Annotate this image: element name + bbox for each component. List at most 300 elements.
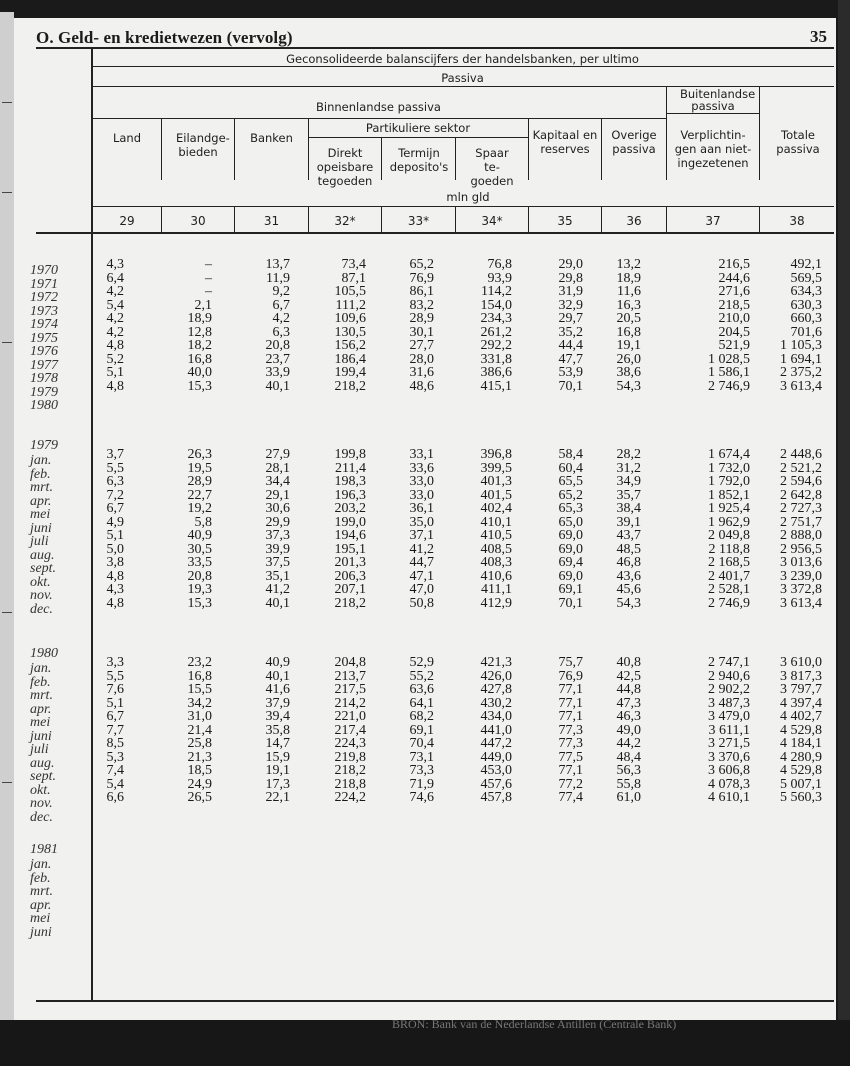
table-cell: 23,7 (265, 351, 290, 367)
table-cell: 154,0 (480, 297, 512, 313)
table-cell: 5 560,3 (780, 790, 822, 805)
table-cell: 2 746,9 (708, 595, 750, 611)
table-cell: 3 817,3 (780, 668, 822, 684)
table-cell: 4,9 (106, 514, 124, 530)
table-cell: 399,5 (480, 460, 512, 476)
table-cell: 201,3 (334, 555, 366, 570)
table-cell: 4,2 (106, 284, 124, 299)
table-cell: 415,1 (480, 378, 512, 394)
table-cell: 434,0 (480, 709, 512, 724)
page-right-edge (838, 0, 850, 1066)
table-cell: 5,2 (106, 351, 124, 367)
table-cell: 441,0 (480, 722, 512, 738)
table-cell: 37,3 (265, 528, 290, 543)
table-cell: 2 521,2 (780, 460, 822, 476)
table-cell: 69,0 (558, 541, 583, 557)
table-cell: 77,1 (558, 709, 583, 724)
table-cell: 27,9 (265, 447, 290, 462)
table-cell: 35,8 (265, 722, 290, 738)
table-cell: 40,0 (187, 365, 212, 380)
row-label: juli (30, 742, 49, 757)
table-cell: 4 397,4 (780, 695, 822, 711)
table-cell: 70,1 (558, 595, 583, 611)
table-cell: 4,8 (106, 338, 124, 353)
table-cell: 77,1 (558, 682, 583, 697)
table-cell: 5,0 (106, 541, 124, 557)
table-cell: 3 372,8 (780, 582, 822, 597)
table-cell: 53,9 (558, 365, 583, 380)
table-cell: 43,6 (616, 568, 641, 584)
col-divider (455, 137, 456, 180)
table-cell: 30,6 (265, 501, 290, 516)
colnum-36: 36 (626, 214, 642, 228)
table-cell: 5,1 (106, 528, 124, 543)
table-cell: 77,1 (558, 695, 583, 711)
table-cell: 37,5 (265, 555, 290, 570)
table-cell: 49,0 (616, 722, 641, 738)
table-cell: 261,2 (480, 324, 512, 340)
colhead-verplichtingen: Verplichtin- gen aan niet- ingezetenen (674, 128, 752, 170)
rule-under-buitenlandse (666, 113, 759, 114)
table-cell: 22,1 (265, 790, 290, 805)
table-cell: 16,3 (616, 297, 641, 313)
row-label: 1977 (30, 357, 58, 373)
table-cell: 65,2 (409, 257, 434, 272)
table-cell: 216,5 (718, 257, 750, 272)
table-cell: 4 529,8 (780, 763, 822, 778)
table-cell: – (205, 270, 212, 286)
table-cell: 31,9 (558, 284, 583, 299)
table-cell: 70,4 (409, 736, 434, 751)
table-cell: 44,2 (616, 736, 641, 751)
table-cell: 218,2 (334, 763, 366, 778)
table-cell: 2 168,5 (708, 555, 750, 570)
table-cell: 21,3 (187, 749, 212, 765)
table-cell: 87,1 (341, 270, 366, 286)
table-cell: 77,3 (558, 736, 583, 751)
table-cell: 6,7 (272, 297, 290, 313)
table-cell: 35,7 (616, 487, 641, 503)
table-cell: 4,3 (106, 582, 124, 597)
spine-mark (2, 342, 12, 343)
table-cell: 37,9 (265, 695, 290, 711)
table-cell: 16,8 (187, 668, 212, 684)
row-label: 1979 (30, 384, 58, 400)
table-cell: 1 732,0 (708, 460, 750, 476)
table-cell: 199,8 (334, 447, 366, 462)
table-cell: 29,8 (558, 270, 583, 286)
table-cell: 44,7 (409, 555, 434, 570)
table-cell: 69,1 (409, 722, 434, 738)
colhead-totale-passiva: Totale passiva (776, 128, 820, 156)
table-cell: 217,5 (334, 682, 366, 697)
table-cell: 73,3 (409, 763, 434, 778)
table-cell: 218,5 (718, 297, 750, 313)
table-cell: 28,0 (409, 351, 434, 367)
table-cell: 77,5 (558, 749, 583, 765)
table-cell: 33,9 (265, 365, 290, 380)
colnum-29: 29 (119, 214, 135, 228)
table-cell: 2 747,1 (708, 655, 750, 670)
row-label: mei (30, 507, 51, 522)
table-cell: 396,8 (480, 447, 512, 462)
table-cell: 2 049,8 (708, 528, 750, 543)
table-cell: 13,7 (265, 257, 290, 272)
table-cell: 19,3 (187, 582, 212, 597)
table-cell: 5,8 (194, 514, 212, 530)
table-cell: 20,8 (187, 568, 212, 584)
table-cell: 30,5 (187, 541, 212, 557)
table-cell: 3,8 (106, 555, 124, 570)
header-binnenlandse-passiva: Binnenlandse passiva (316, 100, 441, 114)
table-cell: 6,3 (106, 474, 124, 489)
table-cell: 408,5 (480, 541, 512, 557)
rule-above-colnums (91, 206, 834, 207)
table-cell: 11,9 (266, 270, 290, 286)
table-cell: 6,6 (106, 790, 124, 805)
table-cell: 2 956,5 (780, 541, 822, 557)
table-cell: 20,5 (616, 311, 641, 326)
table-cell: 28,9 (187, 474, 212, 489)
table-cell: 213,7 (334, 668, 366, 684)
table-cell: 9,2 (272, 284, 290, 299)
table-cell: 3 487,3 (708, 695, 750, 711)
table-cell: 56,3 (616, 763, 641, 778)
col-divider (234, 118, 235, 180)
table-cell: 17,3 (265, 776, 290, 792)
row-label: okt. (30, 782, 51, 798)
table-cell: 218,8 (334, 776, 366, 792)
row-label: jan. (30, 453, 52, 468)
col-divider (381, 137, 382, 180)
table-cell: 31,0 (187, 709, 212, 724)
table-cell: 40,1 (265, 668, 290, 684)
col-divider (666, 86, 667, 180)
table-cell: 214,2 (334, 695, 366, 711)
table-cell: – (205, 284, 212, 299)
table-cell: 65,3 (558, 501, 583, 516)
table-cell: 156,2 (334, 338, 366, 353)
table-cell: 77,4 (558, 790, 583, 805)
table-cell: 221,0 (334, 709, 366, 724)
table-cell: 29,0 (558, 257, 583, 272)
table-cell: 86,1 (409, 284, 434, 299)
table-cell: 50,8 (409, 595, 434, 611)
table-cell: 1 852,1 (708, 487, 750, 503)
table-cell: 204,8 (334, 655, 366, 670)
row-label: 1972 (30, 290, 58, 305)
table-cell: 219,8 (334, 749, 366, 765)
colnum-35: 35 (557, 214, 573, 228)
row-label: mrt. (30, 480, 53, 495)
colnum-34: 34* (481, 214, 503, 228)
colhead-spaartegoeden: Spaar te- goeden (470, 146, 514, 188)
table-cell: 453,0 (480, 763, 512, 778)
table-cell: 34,9 (616, 474, 641, 489)
table-cell: 1 792,0 (708, 474, 750, 489)
table-cell: 68,2 (409, 709, 434, 724)
table-cell: 224,3 (334, 736, 366, 751)
rule-under-binnenlandse (91, 118, 666, 119)
table-cell: 35,1 (265, 568, 290, 584)
table-cell: 199,0 (334, 514, 366, 530)
table-cell: 457,6 (480, 776, 512, 792)
table-cell: 74,6 (409, 790, 434, 805)
table-cell: 77,2 (558, 776, 583, 792)
table-cell: 3 239,0 (780, 568, 822, 584)
table-cell: 19,2 (187, 501, 212, 516)
table-cell: 427,8 (480, 682, 512, 697)
table-cell: 30,1 (409, 324, 434, 340)
table-cell: 42,5 (616, 668, 641, 684)
table-cell: 43,7 (616, 528, 641, 543)
table-cell: 76,9 (558, 668, 583, 684)
row-label: nov. (30, 588, 53, 603)
table-cell: 634,3 (790, 284, 822, 299)
table-cell: 35,0 (409, 514, 434, 530)
table-cell: 12,8 (187, 324, 212, 340)
table-cell: 5,1 (106, 695, 124, 711)
row-label: aug. (30, 547, 55, 563)
row-label: sept. (30, 769, 57, 784)
table-cell: 244,6 (718, 270, 750, 286)
row-label: feb. (30, 870, 51, 886)
table-cell: 31,6 (409, 365, 434, 380)
table-cell: 4,8 (106, 595, 124, 611)
table-cell: 19,1 (616, 338, 641, 353)
table-cell: 218,2 (334, 595, 366, 611)
table-cell: 44,8 (616, 682, 641, 697)
table-cell: 24,9 (187, 776, 212, 792)
table-cell: 3 370,6 (708, 749, 750, 765)
table-cell: 199,4 (334, 365, 366, 380)
block-heading: 1981 (30, 841, 58, 857)
table-cell: 47,1 (409, 568, 434, 584)
table-cell: 40,8 (616, 655, 641, 670)
table-cell: 26,3 (187, 447, 212, 462)
table-cell: 33,0 (409, 487, 434, 503)
table-cell: 48,5 (616, 541, 641, 557)
page-number: 35 (810, 27, 827, 46)
table-cell: 114,2 (481, 284, 512, 299)
table-cell: 46,8 (616, 555, 641, 570)
table-cell: 457,8 (480, 790, 512, 805)
table-cell: 48,6 (409, 378, 434, 394)
table-cell: 7,6 (106, 682, 124, 697)
table-cell: 421,3 (480, 655, 512, 670)
table-cell: 33,0 (409, 474, 434, 489)
table-cell: 77,3 (558, 722, 583, 738)
table-cell: 1 925,4 (708, 501, 750, 516)
table-cell: 1 105,3 (780, 338, 822, 353)
table-cell: 38,4 (616, 501, 641, 516)
table-cell: 47,3 (616, 695, 641, 711)
table-cell: 410,5 (480, 528, 512, 543)
table-cell: 64,1 (409, 695, 434, 711)
title-rule (36, 47, 834, 49)
table-cell: 4,2 (272, 311, 290, 326)
table-cell: 3 797,7 (780, 682, 822, 697)
table-cell: 4,8 (106, 378, 124, 394)
table-cell: 1 028,5 (708, 351, 750, 367)
row-label: 1980 (30, 398, 58, 413)
row-label: mrt. (30, 688, 53, 703)
table-cell: 40,1 (265, 378, 290, 394)
table-cell: 5,1 (106, 365, 124, 380)
header-passiva: Passiva (441, 71, 484, 85)
spine-mark (2, 192, 12, 193)
table-cell: 4 402,7 (780, 709, 822, 724)
table-cell: 3 610,0 (780, 655, 822, 670)
row-label: apr. (30, 701, 52, 717)
table-cell: 196,3 (334, 487, 366, 503)
colhead-banken: Banken (250, 131, 293, 145)
table-cell: 2 751,7 (780, 514, 822, 530)
rule-under-partikuliere (308, 137, 528, 138)
table-cell: 61,0 (616, 790, 641, 805)
table-cell: 4,2 (106, 324, 124, 340)
table-cell: 1 674,4 (708, 447, 750, 462)
table-cell: 33,5 (187, 555, 212, 570)
table-cell: 130,5 (334, 324, 366, 340)
table-cell: 8,5 (106, 736, 124, 751)
table-cell: 5 007,1 (780, 776, 822, 792)
table-cell: 4 184,1 (780, 736, 822, 751)
unit-label: mln gld (446, 190, 490, 204)
row-label: apr. (30, 493, 52, 509)
table-cell: 44,4 (558, 338, 583, 353)
table-cell: 23,2 (187, 655, 212, 670)
table-title: Geconsolideerde balanscijfers der handelsbanken, per ultimo (286, 52, 639, 66)
table-cell: 41,2 (265, 582, 290, 597)
row-label: 1974 (30, 317, 58, 332)
table-cell: 34,2 (187, 695, 212, 711)
spine-mark (2, 782, 12, 783)
table-cell: 29,9 (265, 514, 290, 530)
table-cell: 54,3 (616, 378, 641, 394)
header-partikuliere-sektor: Partikuliere sektor (365, 121, 471, 135)
col-divider (601, 118, 602, 180)
table-cell: 70,1 (558, 378, 583, 394)
row-label: aug. (30, 755, 55, 771)
table-cell: 3 613,4 (780, 595, 822, 611)
table-cell: 2 940,6 (708, 668, 750, 684)
table-cell: 26,5 (187, 790, 212, 805)
table-cell: 2 746,9 (708, 378, 750, 394)
table-cell: 210,0 (718, 311, 750, 326)
table-cell: 69,4 (558, 555, 583, 570)
table-cell: 16,8 (616, 324, 641, 340)
table-cell: 492,1 (790, 257, 822, 272)
table-cell: 69,1 (558, 582, 583, 597)
table-cell: 224,2 (334, 790, 366, 805)
table-cell: 386,6 (480, 365, 512, 380)
table-cell: 4,3 (106, 257, 124, 272)
table-cell: 29,7 (558, 311, 583, 326)
table-cell: 13,2 (616, 257, 641, 272)
table-cell: 39,9 (265, 541, 290, 557)
table-cell: 204,5 (718, 324, 750, 340)
table-cell: 194,6 (334, 528, 366, 543)
table-cell: 48,4 (616, 749, 641, 765)
table-cell: 521,9 (718, 338, 750, 353)
table-cell: 186,4 (334, 351, 366, 367)
table-cell: 203,2 (334, 501, 366, 516)
col-divider (759, 86, 760, 180)
table-cell: 15,3 (187, 378, 212, 394)
table-cell: 449,0 (480, 749, 512, 765)
table-cell: 76,9 (409, 270, 434, 286)
colnum-31: 31 (263, 214, 280, 228)
table-cell: 73,4 (341, 257, 366, 272)
table-cell: 7,7 (106, 722, 124, 738)
row-label: nov. (30, 796, 53, 811)
table-cell: 218,2 (334, 378, 366, 394)
table-cell: 69,0 (558, 568, 583, 584)
table-cell: 2 642,8 (780, 487, 822, 503)
row-label: juli (30, 534, 49, 549)
table-cell: 37,1 (409, 528, 434, 543)
table-cell: – (205, 257, 212, 272)
table-cell: 2 727,3 (780, 501, 822, 516)
row-label: 1970 (30, 263, 58, 278)
table-cell: 6,7 (106, 501, 124, 516)
table-cell: 211,4 (335, 460, 366, 476)
table-cell: 47,0 (409, 582, 434, 597)
table-cell: 73,1 (409, 749, 434, 765)
table-cell: 2 401,7 (708, 568, 750, 584)
row-label: 1975 (30, 330, 58, 346)
table-cell: 21,4 (187, 722, 212, 738)
spine-mark (2, 612, 12, 613)
table-cell: 109,6 (334, 311, 366, 326)
table-cell: 16,8 (187, 351, 212, 367)
colnum-33: 33* (407, 214, 430, 228)
table-cell: 60,4 (558, 460, 583, 476)
table-cell: 234,3 (480, 311, 512, 326)
table-cell: 52,9 (409, 655, 434, 670)
col-divider (161, 118, 162, 180)
row-label: okt. (30, 574, 51, 590)
row-label: feb. (30, 674, 51, 690)
table-cell: 3,7 (106, 447, 124, 462)
table-cell: 401,3 (480, 474, 512, 489)
table-cell: 29,1 (265, 487, 290, 503)
row-label: juni (30, 728, 52, 744)
table-cell: 412,9 (480, 595, 512, 611)
table-cell: 4 280,9 (780, 749, 822, 765)
table-cell: 15,3 (187, 595, 212, 611)
table-cell: 45,6 (616, 582, 641, 597)
table-cell: 26,0 (616, 351, 641, 367)
table-cell: 569,5 (790, 270, 822, 286)
table-cell: 1 586,1 (708, 365, 750, 380)
table-cell: 11,6 (617, 284, 641, 299)
table-cell: 63,6 (409, 682, 434, 697)
table-cell: 198,3 (334, 474, 366, 489)
table-cell: 2 118,8 (708, 541, 750, 557)
table-cell: 75,7 (558, 655, 583, 670)
row-label: apr. (30, 897, 52, 913)
rule-below-colnums (36, 232, 834, 234)
table-cell: 4 529,8 (780, 722, 822, 738)
table-cell: 28,9 (409, 311, 434, 326)
table-cell: 65,5 (558, 474, 583, 489)
table-cell: 40,9 (187, 528, 212, 543)
table-cell: 3 606,8 (708, 763, 750, 778)
table-cell: 46,3 (616, 709, 641, 724)
table-cell: 410,1 (480, 514, 512, 530)
